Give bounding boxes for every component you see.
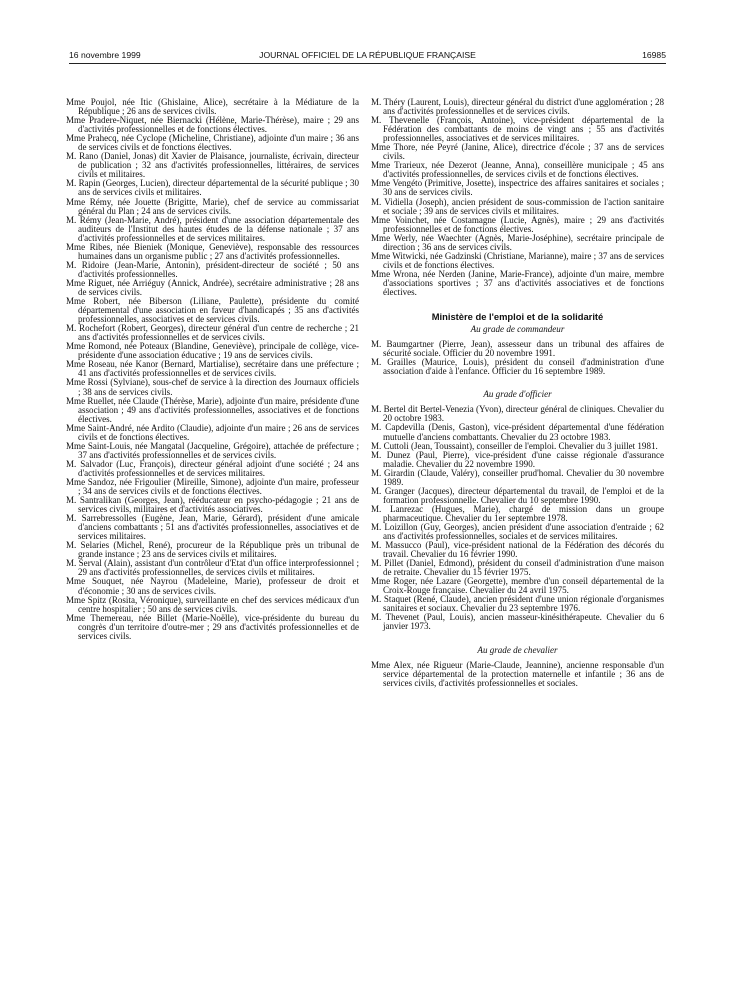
list-item: M. Thevenet (Paul, Louis), ancien masseur-kinésithérapeute. Chevalier du 6 janvier 1973. — [371, 612, 664, 632]
list-item: Mme Sandoz, née Frigoulier (Mireille, Simone), adjointe d'un maire, professeur ; 34 ans de services civils et de fonctions électives. — [66, 476, 359, 497]
list-item: M. Capdevilla (Denis, Gaston), vice-président départemental d'une fédération mutuelle d'anciens combattants. Chevalier du 23 octobre 1983. — [371, 422, 664, 442]
list-item: M. Ridoire (Jean-Marie, Antonin), président-directeur de société ; 50 ans d'activités professionnelles. — [66, 259, 359, 279]
list-item: M. Pillet (Daniel, Edmond), président du conseil d'administration d'une maison de retraite. Chevalier du 15 février 1975. — [371, 558, 664, 578]
list-item: Mme Trarieux, née Dezerot (Jeanne, Anna), conseillère municipale ; 45 ans d'activités professionnelles, de services civils et de fonctions électives. — [371, 160, 664, 180]
list-item: Mme Saint-Louis, née Mangatal (Jacqueline, Grégoire), attachée de préfecture ; 37 ans d'activités professionnelles et de services civils. — [66, 440, 359, 460]
list-item: Mme Spitz (Rosita, Véronique), surveillante en chef des services médicaux d'un centre hospitalier ; 50 ans de services civils. — [66, 594, 359, 614]
list-item: M. Rano (Daniel, Jonas) dit Xavier de Plaisance, journaliste, écrivain, directeur de publication ; 32 ans d'activités professionnelles, littéraires, de services civils et militaires. — [66, 151, 359, 180]
list-item: M. Granger (Jacques), directeur départemental du travail, de l'emploi et de la formation professionnelle. Chevalier du 10 septembre 1990. — [371, 485, 664, 505]
list-item: M. Rémy (Jean-Marie, André), président d'une association départementale des auditeurs de l'Institut des hautes études de la défense nationale ; 37 ans d'activités professionnelles et de services militaires. — [66, 214, 359, 243]
header-journal-title: JOURNAL OFFICIEL DE LA RÉPUBLIQUE FRANÇAISE — [259, 50, 476, 60]
list-item: Mme Themereau, née Billet (Marie-Noëlle), vice-présidente du bureau du congrès d'un territoire d'outre-mer ; 29 ans d'activités professionnelles et de services civils. — [66, 612, 359, 641]
list-item: M. Serval (Alain), assistant d'un contrôleur d'Etat d'un office interprofessionnel ; 29 ans d'activités professionnelles, de services civils et militaires. — [66, 558, 359, 578]
header-rule — [69, 63, 666, 64]
left-column — [66, 98, 359, 641]
list-item: Mme Poujol, née Itic (Ghislaine, Alice), secrétaire à la Médiature de la République ; 26 ans de services civils. — [66, 97, 359, 117]
list-item: Mme Vengéto (Primitive, Josette), inspectrice des affaires sanitaires et sociales ; 30 ans de services civils. — [371, 178, 664, 198]
list-item: Mme Riguet, née Arriéguy (Annick, Andrée), secrétaire administrative ; 28 ans de services civils. — [66, 277, 359, 297]
list-item: Mme Thore, née Peyré (Janine, Alice), directrice d'école ; 37 ans de services civils. — [371, 142, 664, 162]
list-item: Mme Prahecq, née Cyclope (Micheline, Christiane), adjointe d'un maire ; 36 ans de services civils et de fonctions électives. — [66, 133, 359, 153]
list-item: Mme Roger, née Lazare (Georgette), membre d'un conseil départemental de la Croix-Rouge française. Chevalier du 24 avril 1975. — [371, 576, 664, 596]
list-item: Mme Pradere-Niquet, née Biernacki (Hélène, Marie-Thérèse), maire ; 29 ans d'activités professionnelles et de fonctions électives. — [66, 115, 359, 135]
list-item: M. Selaries (Michel, René), procureur de la République près un tribunal de grande instance ; 23 ans de services civils et militaires. — [66, 540, 359, 560]
list-item: Mme Voinchet, née Costamagne (Lucie, Agnès), maire ; 29 ans d'activités professionnelles et de fonctions électives. — [371, 214, 664, 234]
header-page-number: 16985 — [642, 50, 666, 60]
page-header — [69, 50, 666, 64]
list-item: Mme Ruellet, née Claude (Thérèse, Marie), adjointe d'un maire, présidente d'une association ; 49 ans d'activités professionnelles, associatives et de fonctions électives. — [66, 395, 359, 424]
list-item: M. Baumgartner (Pierre, Jean), assesseur dans un tribunal des affaires de sécurité sociale. Officier du 20 novembre 1991. — [371, 339, 664, 359]
grade-heading-chevalier: Au grade de chevalier — [477, 644, 558, 655]
list-item: M. Grailles (Maurice, Louis), président du conseil d'administration d'une association d'aide à l'enfance. Officier du 16 septembre 1989. — [371, 357, 664, 377]
list-item: M. Bertel dit Bertel-Venezia (Yvon), directeur général de cliniques. Chevalier du 20 octobre 1983. — [371, 404, 664, 424]
list-item: M. Sarrebressolles (Eugène, Jean, Marie, Gérard), président d'une amicale d'anciens combattants ; 51 ans d'activités professionnelles, associatives et de services militaires. — [66, 513, 359, 542]
list-item: M. Staquet (René, Claude), ancien président d'une union régionale d'organismes sanitaires et sociaux. Chevalier du 23 septembre 1976. — [371, 594, 664, 614]
list-item: M. Massucco (Paul), vice-président national de la Fédération des décorés du travail. Chevalier du 16 février 1990. — [371, 540, 664, 560]
list-item: M. Vidiella (Joseph), ancien président de sous-commission de l'action sanitaire et sociale ; 39 ans de services civils et militaires. — [371, 196, 664, 216]
grade-heading-commandeur: Au grade de commandeur — [470, 324, 565, 335]
list-item: M. Rochefort (Robert, Georges), directeur général d'un centre de recherche ; 21 ans d'activités professionnelles et de services civils. — [66, 323, 359, 343]
list-item: M. Loizillon (Guy, Georges), ancien président d'une association d'entraide ; 62 ans d'activités professionnelles, sociales et de services militaires. — [371, 521, 664, 542]
list-item: Mme Rossi (Sylviane), sous-chef de service à la direction des Journaux officiels ; 38 ans de services civils. — [66, 377, 359, 397]
list-item: M. Santralikan (Georges, Jean), rééducateur en psycho-pédagogie ; 21 ans de services civils, militaires et d'activités associatives. — [66, 495, 359, 515]
list-item: M. Girardin (Claude, Valéry), conseiller prud'homal. Chevalier du 30 novembre 1989. — [371, 467, 664, 487]
list-item: Mme Wrona, née Nerden (Janine, Marie-France), adjointe d'un maire, membre d'associations sportives ; 37 ans d'activités associatives et de fonctions électives. — [371, 268, 664, 297]
list-item: Mme Werly, née Waechter (Agnès, Marie-Joséphine), secrétaire principale de direction ; 36 ans de services civils. — [371, 232, 664, 252]
list-item: M. Dunez (Paul, Pierre), vice-président d'une caisse régionale d'assurance maladie. Chevalier du 22 novembre 1990. — [371, 449, 664, 469]
list-item: Mme Ribes, née Bieniek (Monique, Geneviève), responsable des ressources humaines dans un organisme public ; 27 ans d'activités professionnelles. — [66, 241, 359, 261]
list-item: Mme Rémy, née Jouette (Brigitte, Marie), chef de service au commissariat général du Plan ; 24 ans de services civils. — [66, 196, 359, 216]
list-item: M. Thevenelle (François, Antoine), vice-président départemental de la Fédération des combattants de moins de vingt ans ; 55 ans d'activités professionnelles, associatives et de services militaires. — [371, 115, 664, 144]
header-date: 16 novembre 1999 — [69, 50, 141, 60]
ministry-heading: Ministère de l'emploi et de la solidarité — [431, 311, 604, 323]
list-item: M. Lanrezac (Hugues, Marie), chargé de mission dans un groupe pharmaceutique. Chevalier du 1er septembre 1978. — [371, 503, 664, 523]
list-item: M. Salvador (Luc, François), directeur général adjoint d'une société ; 24 ans d'activités professionnelles et de services militaires. — [66, 458, 359, 478]
list-item: M. Théry (Laurent, Louis), directeur général du district d'une agglomération ; 28 ans d'activités professionnelles et de services civils. — [371, 97, 664, 117]
list-item: Mme Romond, née Poteaux (Blandine, Geneviève), principale de collège, vice-présidente d'une association éducative ; 19 ans de services civils. — [66, 341, 359, 361]
list-item: Mme Souquet, née Nayrou (Madeleine, Marie), professeur de droit et d'économie ; 30 ans de services civils. — [66, 576, 359, 596]
list-item: Mme Alex, née Rigueur (Marie-Claude, Jeannine), ancienne responsable d'un service départemental de la protection maternelle et infantile ; 36 ans de services civils, d'activités professionnelles et sociales. — [371, 659, 664, 688]
list-item: M. Rapin (Georges, Lucien), directeur départemental de la sécurité publique ; 30 ans de services civils et militaires. — [66, 178, 359, 198]
list-item: Mme Witwicki, née Gadzinski (Christiane, Marianne), maire ; 37 ans de services civils et de fonctions électives. — [371, 250, 664, 270]
list-item: Mme Roseau, née Kanor (Bernard, Martialise), secrétaire dans une préfecture ; 41 ans d'activités professionnelles et de services civils. — [66, 359, 359, 379]
list-item: Mme Robert, née Biberson (Liliane, Paulette), présidente du comité départemental d'une association en faveur d'handicapés ; 35 ans d'activités professionnelles, associatives et de services civils. — [66, 296, 359, 325]
grade-heading-officier: Au grade d'officier — [483, 389, 552, 400]
list-item: M. Cuttoli (Jean, Toussaint), conseiller de l'emploi. Chevalier du 3 juillet 1981. — [371, 440, 658, 451]
right-column — [371, 98, 664, 688]
list-item: Mme Saint-André, née Ardito (Claudie), adjointe d'un maire ; 26 ans de services civils et de fonctions électives. — [66, 422, 359, 442]
